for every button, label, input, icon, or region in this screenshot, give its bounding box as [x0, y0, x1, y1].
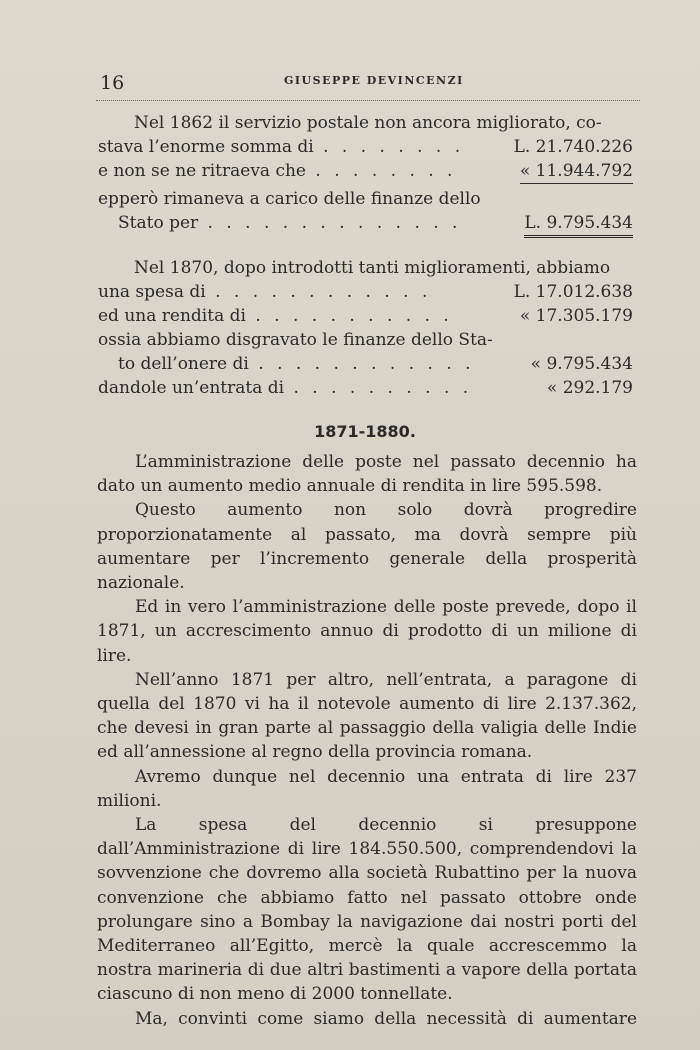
paragraph: Questo aumento non solo dovrà progredire proporzionatamente al passato, ma dovrà sempre più aumentare per l’incremento generale della prosperità nazionale. — [97, 500, 637, 594]
ledger-1862 — [98, 111, 633, 235]
ledger-amount: L. 17.012.638 — [513, 282, 633, 302]
section-title: 1871-1880. — [314, 422, 416, 441]
page-header — [96, 70, 640, 101]
ledger-amount: L. 21.740.226 — [513, 137, 633, 157]
running-head: GIUSEPPE DEVINCENZI — [284, 74, 464, 87]
ledger-amount: « 17.305.179 — [519, 306, 633, 326]
ledger-amount: « 9.795.434 — [530, 354, 633, 374]
paragraph: Avremo dunque nel decennio una entrata di lire 237 milioni. — [97, 766, 637, 811]
paragraph: Nell’anno 1871 per altro, nell’entrata, a paragone di quella del 1870 vi ha il notevole aumento di lire 2.137.362, che devesi in gran parte al passaggio della valigia delle Indie ed all’annessione al regno della provincia romana. — [97, 669, 637, 763]
page-number: 16 — [100, 72, 125, 94]
ledger-line: una spesa di . . . . . . . . . . . . L. 17.012.638 — [98, 282, 633, 302]
paragraph: L’amministrazione delle poste nel passato decennio ha dato un aumento medio annuale di rendita in lire 595.598. — [97, 452, 637, 497]
paragraph: La spesa del decennio si presuppone dall’Amministrazione di lire 184.550.500, comprendendovi la sovvenzione che dovremo alla società Rubattino per la nuova convenzione che abbiamo fatto nel passato ottobre onde prolungare sino a Bombay la navigazione dai nostri porti del Mediterraneo all’Egitto, mercè la quale accrescemmo la nostra marineria di due altri bastimenti a vapore della portata ciascuno di non meno di 2000 tonnellate. — [97, 815, 637, 1005]
paragraph: Ed in vero l’amministrazione delle poste prevede, dopo il 1871, un accrescimento annuo di prodotto di un milione di lire. — [97, 597, 637, 666]
ledger-amount: « 292.179 — [546, 378, 633, 398]
ledger-line: Stato per . . . . . . . . . . . . . . L. 9.795.434 — [98, 211, 633, 235]
ledger-line: e non se ne ritraeva che . . . . . . . . « 11.944.792 — [98, 159, 633, 183]
ledger-line: Nel 1862 il servizio postale non ancora migliorato, co- — [134, 113, 602, 133]
body-text — [97, 450, 637, 1031]
ledger-line: ed una rendita di . . . . . . . . . . . « 17.305.179 — [98, 306, 633, 326]
ledger-line: to dell’onere di . . . . . . . . . . . . « 9.795.434 — [118, 354, 633, 374]
ledger-line: ossia abbiamo disgravato le finanze dello Sta- — [98, 330, 493, 350]
ledger-line: dandole un’entrata di . . . . . . . . . . « 292.179 — [98, 378, 633, 398]
paragraph: Ma, convinti come siamo della necessità di aumentare — [135, 1008, 637, 1029]
ledger-line: Nel 1870, dopo introdotti tanti miglioramenti, abbiamo — [134, 258, 611, 278]
ledger-line: epperò rimaneva a carico delle finanze dello — [98, 189, 481, 209]
ledger-1870 — [98, 256, 633, 400]
ledger-line: stava l’enorme somma di . . . . . . . . L. 21.740.226 — [98, 137, 633, 157]
ledger-total: L. 9.795.434 — [524, 211, 633, 238]
ledger-amount: « 11.944.792 — [520, 159, 633, 184]
